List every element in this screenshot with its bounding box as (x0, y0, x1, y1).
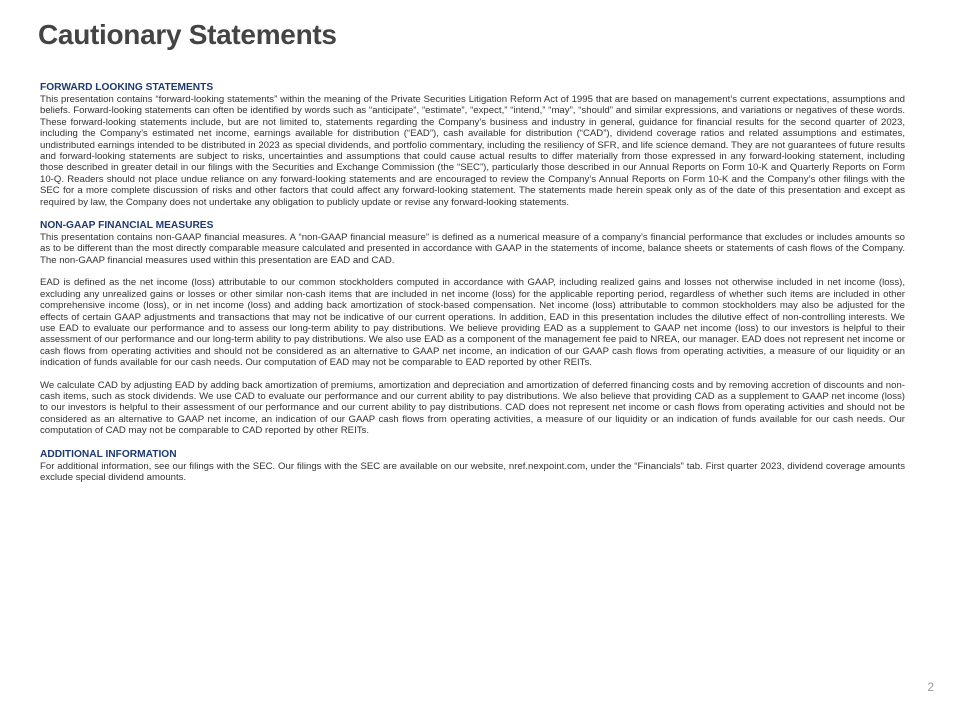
additional-information-heading: ADDITIONAL INFORMATION (40, 448, 177, 460)
forward-looking-section (40, 81, 905, 208)
cautionary-content (40, 81, 905, 494)
non-gaap-intro-paragraph: This presentation contains non-GAAP financial measures. A “non-GAAP financial measure” is defined as a numerical measure of a company’s financial performance that excludes or includes amounts so as to be different than the most directly comparable measure calculated and presented in accordance with GAAP in the statements of income, balance sheets or statements of cash flows of the Company. The non-GAAP financial measures used within this presentation are EAD and CAD. (40, 232, 905, 266)
ead-definition-paragraph: EAD is defined as the net income (loss) attributable to our common stockholders computed in accordance with GAAP, including realized gains and losses not otherwise included in net income (loss), excluding any unrealized gains or losses or other similar non-cash items that are included in net income (loss) for the applicable reporting period, regardless of whether such items are included in other comprehensive income (loss), or in net income (loss) and adding back amortization of stock-based compensation. Net income (loss) attributable to common stockholders may also be adjusted for the effects of certain GAAP adjustments and transactions that may not be indicative of our current operations. In addition, EAD in this presentation includes the dilutive effect of non-controlling interests. We use EAD to evaluate our performance and to assess our long-term ability to pay distributions. We believe providing EAD as a supplement to GAAP net income (loss) to our investors is helpful to their assessment of our performance and our long-term ability to pay distributions. We also use EAD as a component of the management fee paid to NREA, our manager. EAD does not represent net income or cash flows from operating activities and should not be considered as an alternative to GAAP net income, an indication of our GAAP cash flows from operating activities, a measure of our liquidity or an indication of funds available for our cash needs. Our computation of EAD may not be comparable to EAD reported by other REITs. (40, 277, 905, 369)
additional-information-paragraph: For additional information, see our filings with the SEC. Our filings with the SEC are available on our website, nref.nexpoint.com, under the “Financials” tab. First quarter 2023, dividend coverage amounts exclude special dividend amounts. (40, 460, 905, 483)
page-number: 2 (927, 680, 934, 694)
forward-looking-paragraph: This presentation contains “forward-looking statements” within the meaning of the Private Securities Litigation Reform Act of 1995 that are based on management’s current expectations, assumptions and beliefs. Forward-looking statements can often be identified by words such as “anticipate”, “estimate”, “expect,” “intend,” “may”, “should” and similar expressions, and variations or negatives of these words. These forward-looking statements include, but are not limited to, statements regarding the Company’s business and industry in general, guidance for financial results for the second quarter of 2023, including the Company’s estimated net income, earnings available for distribution (“EAD”), cash available for distribution (“CAD”), dividend coverage ratios and related assumptions and estimates, undistributed earnings intended to be distributed in 2023 as special dividends, and portfolio commentary, including the resiliency of SFR, and life science demand. They are not guarantees of future results and forward-looking statements are subject to risks, uncertainties and assumptions that could cause actual results to differ materially from those expressed in any forward-looking statement, including those described in greater detail in our filings with the Securities and Exchange Commission (the “SEC”), particularly those described in our Annual Reports on Form 10-K and Quarterly Reports on Form 10-Q. Readers should not place undue reliance on any forward-looking statements and are encouraged to review the Company’s Annual Reports on Form 10-K and the Company’s other filings with the SEC for a more complete discussion of risks and other factors that could affect any forward-looking statement. The statements made herein speak only as of the date of this presentation and except as required by law, the Company does not undertake any obligation to publicly update or revise any forward-looking statements. (40, 94, 905, 208)
additional-information-section (40, 448, 905, 484)
forward-looking-heading: FORWARD LOOKING STATEMENTS (40, 82, 214, 93)
non-gaap-heading: NON-GAAP FINANCIAL MEASURES (40, 220, 214, 232)
non-gaap-section (40, 219, 905, 437)
page-title: Cautionary Statements (38, 19, 337, 50)
cad-definition-paragraph: We calculate CAD by adjusting EAD by adding back amortization of premiums, amortization and depreciation and amortization of deferred financing costs and by removing accretion of discounts and non-cash items, such as stock dividends. We use CAD to evaluate our performance and our current ability to pay distributions. We also believe that providing CAD as a supplement to GAAP net income (loss) to our investors is helpful to their assessment of our performance and our current ability to pay distributions. CAD does not represent net income or cash flows from operating activities and should not be considered as an alternative to GAAP net income, an indication of our GAAP cash flows from operating activities, a measure of our liquidity or an indication of funds available for our cash needs. Our computation of CAD may not be comparable to CAD reported by other REITs. (40, 379, 905, 437)
